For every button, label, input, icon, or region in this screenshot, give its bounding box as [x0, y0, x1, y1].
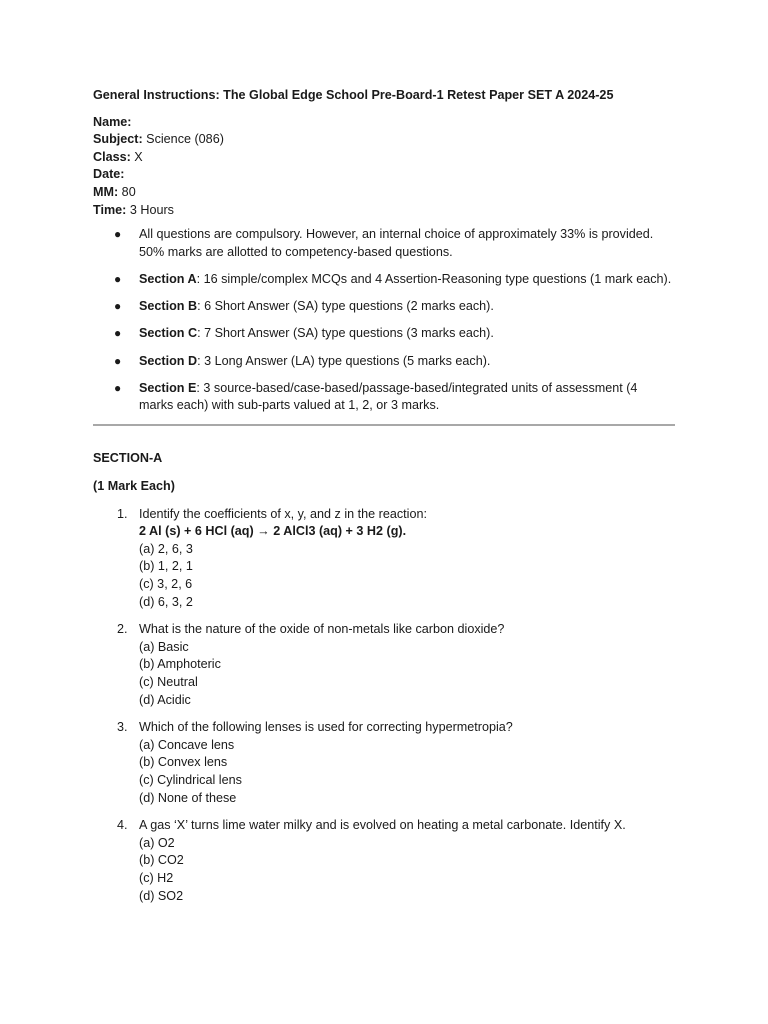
option-c: (c) H2 [139, 870, 174, 885]
instruction-list [93, 226, 675, 415]
option-b: (b) CO2 [139, 853, 184, 868]
section-divider [93, 424, 675, 426]
instruction-item: ● All questions are compulsory. However, an internal choice of approximately 33% is provided. 50% marks are allotted to competency-based questions. [114, 227, 654, 259]
bullet-icon: ● [114, 380, 122, 395]
option-d: (d) Acidic [139, 692, 191, 707]
option-a: (a) O2 [139, 835, 175, 850]
question-equation: 2 Al (s) + 6 HCl (aq) → 2 AlCl3 (aq) + 3 H2 (g). [139, 524, 407, 539]
option-a: (a) Concave lens [139, 737, 235, 752]
option-c: (c) Neutral [139, 675, 198, 689]
question-text: A gas ‘X’ turns lime water milky and is evolved on heating a metal carbonate. Identify X. [139, 818, 626, 833]
question-number: 1. [117, 506, 128, 521]
meta-name: Name: [93, 114, 132, 129]
question-4 [93, 817, 675, 905]
option-b: (b) 1, 2, 1 [139, 559, 193, 574]
option-d: (d) SO2 [139, 888, 184, 903]
instruction-item: ● Section C: 7 Short Answer (SA) type questions (3 marks each). [93, 325, 675, 343]
section-heading: SECTION-A [93, 451, 163, 466]
option-b: (b) Convex lens [139, 755, 228, 770]
instruction-item: ● Section A: 16 simple/complex MCQs and 4 Assertion-Reasoning type questions (1 mark each). [93, 271, 675, 289]
paper-title: General Instructions: The Global Edge School Pre-Board-1 Retest Paper SET A 2024-25 [93, 88, 614, 102]
meta-time: Time: 3 Hours [93, 202, 174, 217]
question-text: What is the nature of the oxide of non-metals like carbon dioxide? [139, 622, 505, 637]
instruction-item: ● Section B: 6 Short Answer (SA) type questions (2 marks each). [93, 298, 675, 316]
question-list [93, 506, 675, 905]
option-d: (d) 6, 3, 2 [139, 594, 193, 609]
paper-meta [93, 114, 675, 220]
question-2 [93, 621, 675, 709]
instruction-item: ● Section D: 3 Long Answer (LA) type questions (5 marks each). [93, 353, 675, 371]
marks-note: (1 Mark Each) [93, 479, 175, 494]
meta-subject: Subject: Science (086) [93, 132, 224, 147]
option-c: (c) 3, 2, 6 [139, 577, 193, 592]
option-b: (b) Amphoteric [139, 657, 221, 672]
question-text: Which of the following lenses is used for correcting hypermetropia? [139, 720, 513, 735]
meta-date: Date: [93, 167, 125, 182]
question-text: Identify the coefficients of x, y, and z in the reaction: [139, 506, 427, 521]
question-number: 2. [117, 622, 128, 637]
bullet-icon: ● [114, 326, 122, 341]
page-content [93, 87, 675, 915]
bullet-icon: ● [114, 299, 122, 314]
meta-max-marks: MM: 80 [93, 184, 136, 199]
bullet-icon: ● [114, 271, 122, 286]
question-number: 3. [117, 720, 128, 735]
question-3 [93, 719, 675, 807]
question-number: 4. [117, 818, 128, 833]
meta-class: Class: X [93, 149, 143, 164]
option-c: (c) Cylindrical lens [139, 772, 242, 787]
instruction-item: ● Section E: 3 source-based/case-based/passage-based/integrated units of assessment (4 marks each) with sub-parts valued at 1, 2, or 3 marks. [114, 380, 638, 413]
bullet-icon: ● [114, 353, 122, 368]
option-a: (a) Basic [139, 639, 189, 654]
question-1 [93, 506, 675, 612]
option-d: (d) None of these [139, 790, 237, 805]
option-a: (a) 2, 6, 3 [139, 541, 193, 556]
bullet-icon: ● [114, 227, 122, 242]
